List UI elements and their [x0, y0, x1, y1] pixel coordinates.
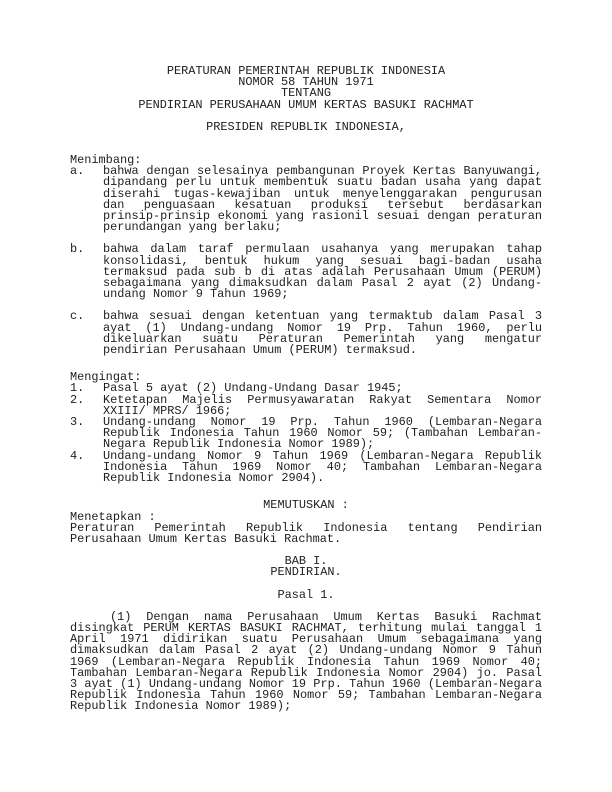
- mengingat-item-4: [70, 448, 542, 486]
- menetapkan-label: Menetapkan :: [70, 509, 156, 524]
- item-marker: 3.: [70, 415, 85, 430]
- menimbang-item-c: [70, 311, 542, 356]
- memutuskan-heading: MEMUTUSKAN :: [263, 498, 349, 513]
- item-text: Pasal 5 ayat (2) Undang-Undang Dasar 1945;: [103, 381, 403, 396]
- item-marker: 2.: [70, 392, 85, 407]
- menimbang-label: Menimbang:: [70, 153, 142, 168]
- bab-heading-line1: BAB I.: [284, 554, 328, 569]
- menimbang-section: [70, 155, 542, 356]
- item-text: bahwa sesuai dengan ketentuan yang termaktub dalam Pasal 3 ayat (1) Undang-undang Nomor 19 Prp. Tahun 1960, perlu dikeluarkan suatu Peraturan Pemerintah yang mengatur pendirian Perusahaan Umum (PERUM) termaksud.: [103, 309, 542, 358]
- title-line-tentang: TENTANG: [281, 86, 331, 101]
- pasal-heading: Pasal 1.: [277, 587, 335, 602]
- mengingat-label: Mengingat:: [70, 370, 142, 385]
- mengingat-item-3: [70, 417, 542, 451]
- presiden-heading: PRESIDEN REPUBLIK INDONESIA,: [206, 119, 406, 134]
- menimbang-item-b: [70, 244, 542, 300]
- item-marker: 4.: [70, 448, 85, 463]
- title-line-subject: PENDIRIAN PERUSAHAAN UMUM KERTAS BASUKI RACHMAT: [138, 97, 474, 112]
- mengingat-item-2: [70, 392, 542, 418]
- bab-heading-line2: PENDIRIAN.: [270, 565, 342, 580]
- document-title-block: [70, 66, 542, 111]
- pasal-1-paragraph: (1) Dengan nama Perusahaan Umum Kertas Basuki Rachmat disingkat PERUM KERTAS BASUKI RACHMAT, terhitung mulai tanggal 1 April 1971 didirikan suatu Perusahaan Umum sebagaimana yang dimaksudkan dalam Pasal 2 ayat (2) Undang-undang Nomor 9 Tahun 1969 (Lembaran-Negara Republik Indonesia Tahun 1969 Nomor 40; Tambahan Lembaran-Negara Republik Indonesia Nomor 2904) jo. Pasal 3 ayat (1) Undang-undang Nomor 19 Prp. Tahun 1960 (Lembaran-Negara Republik Indonesia Tahun 1960 Nomor 59; Tambahan Lembaran-Negara Republik Indonesia Nomor 1989);: [70, 609, 542, 714]
- item-text: bahwa dengan selesainya pembangunan Proyek Kertas Banyuwangi, dipandang perlu untuk membentuk suatu badan usaha yang dapat diserahi tugas-kewajiban untuk menyelenggarakan pengurusan dan penguasaan kesatuan produksi tersebut berdasarkan prinsip-prinsip ekonomi yang rasionil sesuai dengan peraturan perundangan yang berlaku;: [103, 164, 542, 235]
- item-marker: 1.: [70, 381, 85, 396]
- bab-heading: [70, 556, 542, 578]
- menetapkan-text: Peraturan Pemerintah Republik Indonesia tentang Pendirian Perusahaan Umum Kertas Basuki Rachmat.: [70, 520, 542, 546]
- menimbang-item-a: [70, 166, 542, 233]
- item-text: Ketetapan Majelis Permusyawaratan Rakyat Sementara Nomor XXIII/ MPRS/ 1966;: [103, 392, 542, 418]
- item-text: bahwa dalam taraf permulaan usahanya yang merupakan tahap konsolidasi, bentuk hukum yang sesuai bagi-badan usaha termaksud pada sub b di atas adalah Perusahaan Umum (PERUM) sebagaimana yang dimaksudkan dalam Pasal 2 ayat (2) Undang-undang Nomor 9 Tahun 1969;: [103, 242, 542, 302]
- item-text: Undang-undang Nomor 9 Tahun 1969 (Lembaran-Negara Republik Indonesia Tahun 1969 Nomor 40; Tambahan Lembaran-Negara Republik Indonesia Nomor 2904).: [103, 448, 542, 486]
- item-marker: a.: [70, 164, 85, 179]
- item-marker: c.: [70, 309, 85, 324]
- item-text: Undang-undang Nomor 19 Prp. Tahun 1960 (Lembaran-Negara Republik Indonesia Tahun 1960 Nomor 59; (Tambahan Lembaran-Negara Republik Indonesia Nomor 1989);: [103, 415, 542, 452]
- item-marker: b.: [70, 242, 85, 257]
- mengingat-section: [70, 372, 542, 484]
- title-line-number: NOMOR 58 TAHUN 1971: [238, 75, 374, 90]
- title-line-regulation: PERATURAN PEMERINTAH REPUBLIK INDONESIA: [166, 64, 446, 78]
